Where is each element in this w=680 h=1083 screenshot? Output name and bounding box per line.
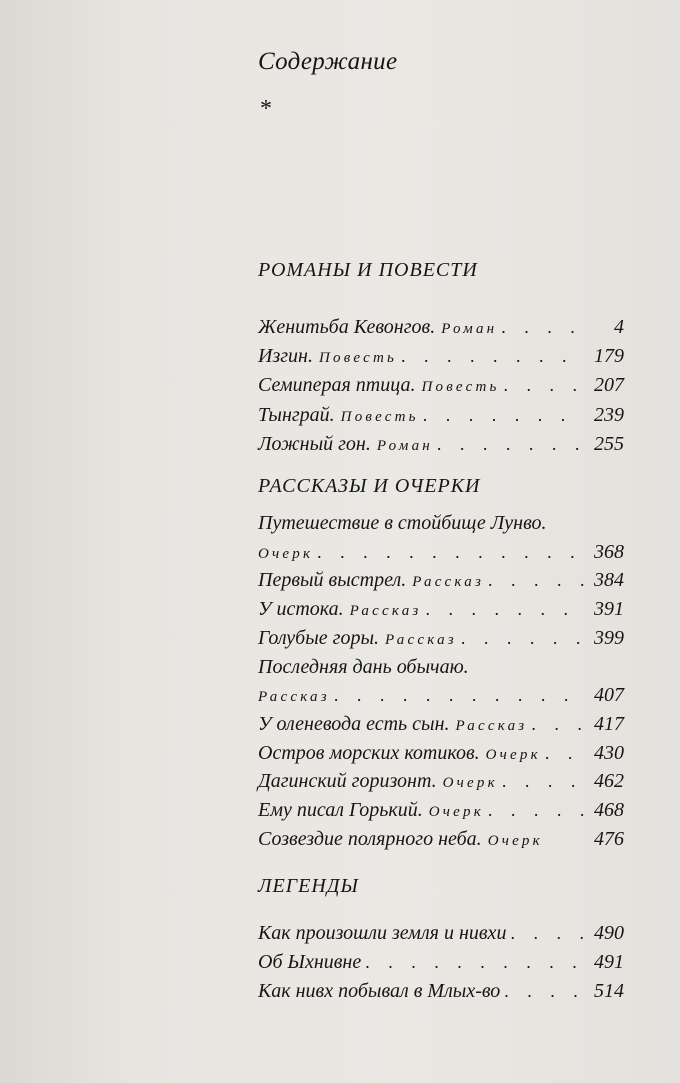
- entry-title: Последняя дань обычаю.: [258, 656, 469, 678]
- entry-page-number: 391: [594, 598, 624, 620]
- toc-entry[interactable]: [258, 433, 624, 461]
- leader-dots: [531, 714, 584, 735]
- entry-kind: Очерк: [485, 747, 541, 763]
- section-title-stories: РАССКАЗЫ И ОЧЕРКИ: [258, 475, 481, 497]
- entry-title: Ложный гон.: [258, 433, 371, 455]
- toc-entry[interactable]: [258, 770, 624, 798]
- entry-page-number: 207: [594, 374, 624, 396]
- entry-page-number: 514: [594, 980, 624, 1002]
- entry-kind: Очерк: [258, 546, 314, 562]
- entry-page-number: 368: [594, 541, 624, 563]
- entry-kind: Рассказ: [349, 603, 422, 619]
- entry-title: Путешествие в стойбище Лунво.: [258, 512, 547, 534]
- entry-page-number: 468: [594, 799, 624, 821]
- entry-title: Голубые горы.: [258, 627, 380, 649]
- entry-kind: Рассказ: [385, 632, 457, 648]
- leader-dots: [545, 743, 584, 764]
- entry-page-number: 491: [594, 951, 624, 973]
- ornament-asterisk: *: [260, 96, 272, 122]
- entry-page-number: 4: [614, 316, 624, 338]
- leader-dots: [504, 375, 584, 396]
- entry-page-number: 179: [594, 345, 624, 367]
- entry-page-number: 399: [594, 627, 624, 649]
- entry-kind: Роман: [441, 321, 498, 337]
- section-title-legends: ЛЕГЕНДЫ: [258, 875, 359, 897]
- toc-entry[interactable]: [258, 627, 624, 655]
- leader-dots: [488, 570, 584, 591]
- toc-entry[interactable]: [258, 598, 624, 626]
- leader-dots: [425, 599, 584, 620]
- entry-page-number: 255: [594, 433, 624, 455]
- entry-title: Как произошли земля и нивхи: [258, 922, 507, 944]
- entry-title: Первый выстрел.: [258, 569, 407, 591]
- toc-entry[interactable]: [258, 316, 624, 344]
- entry-page-number: 384: [594, 569, 624, 591]
- leader-dots: [365, 952, 584, 973]
- leader-dots: [461, 628, 584, 649]
- entry-page-number: 407: [594, 684, 624, 706]
- entry-kind: Очерк: [487, 833, 543, 849]
- entry-kind: Рассказ: [258, 689, 330, 705]
- entry-page-number: 462: [594, 770, 624, 792]
- leader-dots: [401, 346, 584, 367]
- toc-entry[interactable]: [258, 541, 624, 569]
- entry-title: Женитьба Кевонгов.: [258, 316, 436, 338]
- entry-title: Созвездие полярного неба.: [258, 828, 482, 850]
- section-title-novels: РОМАНЫ И ПОВЕСТИ: [258, 259, 478, 281]
- toc-entry[interactable]: [258, 374, 624, 402]
- entry-page-number: 490: [594, 922, 624, 944]
- entry-title: У оленевода есть сын.: [258, 713, 450, 735]
- leader-dots: [488, 800, 584, 821]
- entry-title: Тынграй.: [258, 404, 335, 426]
- toc-entry[interactable]: [258, 684, 624, 712]
- toc-entry[interactable]: [258, 799, 624, 827]
- leader-dots: [504, 981, 584, 1002]
- leader-dots: [334, 685, 584, 706]
- entry-kind: Повесть: [318, 350, 398, 366]
- entry-kind: Очерк: [442, 775, 498, 791]
- leader-dots: [502, 771, 584, 792]
- entry-title: Дагинский горизонт.: [258, 770, 437, 792]
- entry-kind: Повесть: [421, 379, 500, 395]
- entry-title: Об Ыхнивне: [258, 951, 362, 973]
- entry-page-number: 476: [594, 828, 624, 850]
- leader-dots: [437, 434, 584, 455]
- entry-title: У истока.: [258, 598, 344, 620]
- entry-title: Ему писал Горький.: [258, 799, 423, 821]
- leader-dots: [317, 542, 584, 563]
- toc-entry[interactable]: [258, 742, 624, 770]
- toc-entry[interactable]: [258, 404, 624, 432]
- toc-entry[interactable]: [258, 980, 624, 1008]
- toc-entry[interactable]: [258, 922, 624, 950]
- entry-page-number: 417: [594, 713, 624, 735]
- toc-entry[interactable]: [258, 345, 624, 373]
- leader-dots: [423, 405, 584, 426]
- leader-dots: [501, 317, 584, 338]
- toc-entry[interactable]: [258, 828, 624, 856]
- entry-kind: Рассказ: [412, 574, 485, 590]
- toc-entry[interactable]: [258, 656, 624, 684]
- toc-entry[interactable]: [258, 512, 624, 540]
- entry-page-number: 239: [594, 404, 624, 426]
- entry-kind: Роман: [376, 438, 433, 454]
- entry-kind: Рассказ: [455, 718, 528, 734]
- leader-dots: [510, 923, 584, 944]
- entry-title: Семиперая птица.: [258, 374, 416, 396]
- toc-entry[interactable]: [258, 713, 624, 741]
- entry-kind: Очерк: [428, 804, 484, 820]
- contents-title: Содержание: [258, 48, 398, 75]
- entry-title: Изгин.: [258, 345, 313, 367]
- entry-title: Как нивх побывал в Млых-во: [258, 980, 501, 1002]
- toc-entry[interactable]: [258, 951, 624, 979]
- entry-page-number: 430: [594, 742, 624, 764]
- entry-title: Остров морских котиков.: [258, 742, 480, 764]
- entry-kind: Повесть: [340, 409, 419, 425]
- toc-entry[interactable]: [258, 569, 624, 597]
